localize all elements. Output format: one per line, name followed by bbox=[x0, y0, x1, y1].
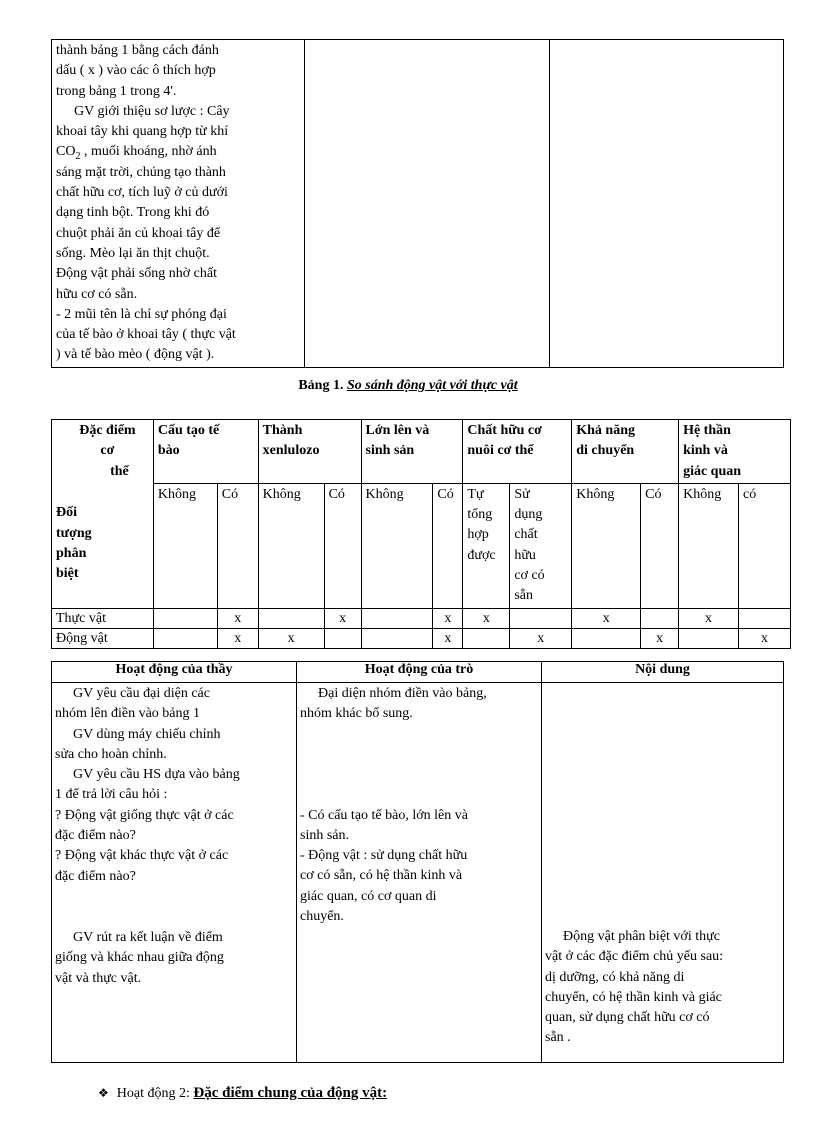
top-table-col3 bbox=[550, 40, 784, 368]
mark-cell bbox=[739, 608, 791, 628]
text-line: $CO_2$ , muối khoáng, nhờ ánh bbox=[56, 144, 217, 163]
text-line: ? Động vật khác thực vật ở các bbox=[55, 848, 229, 864]
activity2-title: Đặc điểm chung của động vật: bbox=[193, 1085, 388, 1101]
text-line: thành bảng 1 bằng cách đánh bbox=[56, 43, 219, 58]
text-line: ? Động vật giống thực vật ở các bbox=[55, 807, 234, 823]
mark-cell: x bbox=[433, 608, 463, 628]
text-line: trong bảng 1 trong 4'. bbox=[56, 83, 177, 99]
corner-line: cơ bbox=[100, 443, 115, 459]
table1-title bbox=[0, 378, 816, 394]
subheader-co: Có bbox=[324, 483, 361, 608]
text-line: Động vật phải sống nhờ chất bbox=[56, 266, 217, 282]
subheader-self-synthesize: Tự tổng hợp được bbox=[463, 483, 510, 608]
mark-cell bbox=[510, 608, 572, 628]
group-header-cell-structure: Cấu tạo tế bào bbox=[153, 420, 258, 484]
text-line: GV yêu cầu HS dựa vào bảng bbox=[73, 767, 240, 783]
subheader-khong: Không bbox=[679, 483, 739, 608]
mark-cell: x bbox=[572, 608, 641, 628]
text-line: Động vật phân biệt với thực bbox=[563, 929, 720, 944]
mark-cell bbox=[641, 608, 679, 628]
subheader-co: Có bbox=[433, 483, 463, 608]
row-label: Thực vật bbox=[52, 608, 154, 628]
mark-cell: x bbox=[679, 608, 739, 628]
top-table-col2 bbox=[305, 40, 550, 368]
text-line: hữu cơ có sẵn. bbox=[56, 286, 138, 302]
corner-header-bottom: Đối tượng phân biệt bbox=[52, 483, 154, 608]
text-line: dị dưỡng, có khả năng di bbox=[545, 969, 685, 985]
spacer bbox=[545, 684, 780, 927]
text-line: vật và thực vật. bbox=[55, 970, 142, 986]
activity2-label: Hoạt động 2: bbox=[116, 1086, 194, 1101]
text-line: GV giới thiệu sơ lược : Cây bbox=[74, 103, 230, 119]
mark-cell: x bbox=[324, 608, 361, 628]
table-row bbox=[52, 628, 791, 648]
mark-cell bbox=[153, 608, 217, 628]
text-line: nhóm khác bổ sung. bbox=[300, 706, 413, 722]
corner-line: Đặc điểm bbox=[79, 423, 136, 438]
group-header-cell-wall: Thành xenlulozo bbox=[258, 420, 361, 484]
text-line: chuyển. bbox=[300, 909, 344, 925]
text-line: giống và khác nhau giữa động bbox=[55, 950, 224, 966]
text-line: sẵn . bbox=[545, 1030, 571, 1046]
mark-cell bbox=[324, 628, 361, 648]
group-header-growth: Lớn lên và sinh sản bbox=[361, 420, 463, 484]
subheader-khong: Không bbox=[361, 483, 433, 608]
table1-label: Bảng 1. bbox=[298, 378, 347, 393]
subheader-use-organic: Sử dụng chất hữu cơ có sẵn bbox=[510, 483, 572, 608]
mark-cell: x bbox=[463, 608, 510, 628]
header-teacher: Hoạt động của thầy bbox=[52, 662, 297, 683]
text-line: Đại diện nhóm điền vào bảng, bbox=[318, 686, 487, 701]
table1-caption: So sánh động vật với thực vật bbox=[346, 378, 518, 393]
text-line: đặc điểm nào? bbox=[55, 828, 136, 844]
text-line: khoai tây khi quang hợp từ khí bbox=[56, 124, 229, 140]
text-line: chất hữu cơ, tích luỹ ở củ dưới bbox=[56, 185, 228, 201]
text-line: GV rút ra kết luận về điểm bbox=[73, 929, 223, 945]
text-line: sống. Mèo lại ăn thịt chuột. bbox=[56, 245, 210, 261]
mark-cell bbox=[463, 628, 510, 648]
spacer bbox=[300, 725, 538, 806]
group-header-organic-matter: Chất hữu cơ nuôi cơ thể bbox=[463, 420, 572, 484]
text-line: đặc điểm nào? bbox=[55, 868, 136, 884]
text-line: cơ có sẵn, có hệ thần kinh và bbox=[300, 868, 463, 884]
teacher-column bbox=[52, 683, 297, 1063]
text-line: dấu ( x ) vào các ô thích hợp bbox=[56, 63, 216, 79]
mark-cell bbox=[679, 628, 739, 648]
subheader-khong: Không bbox=[258, 483, 324, 608]
mark-cell bbox=[153, 628, 217, 648]
mark-cell: x bbox=[217, 628, 258, 648]
table-row bbox=[52, 608, 791, 628]
text-line: GV dùng máy chiếu chỉnh bbox=[73, 726, 221, 742]
top-table-col1 bbox=[52, 40, 305, 368]
mark-cell bbox=[258, 608, 324, 628]
subheader-khong: Không bbox=[572, 483, 641, 608]
group-header-mobility: Khả năng di chuyển bbox=[572, 420, 679, 484]
activity2-heading bbox=[98, 1085, 387, 1102]
mark-cell: x bbox=[258, 628, 324, 648]
mark-cell: x bbox=[510, 628, 572, 648]
row-label: Động vật bbox=[52, 628, 154, 648]
mark-cell: x bbox=[641, 628, 679, 648]
spacer bbox=[55, 887, 293, 928]
header-student: Hoạt động của trò bbox=[297, 662, 542, 683]
corner-line: thể bbox=[110, 463, 129, 479]
text-line: - 2 mũi tên là chỉ sự phóng đại bbox=[56, 306, 227, 322]
text-line: - Động vật : sử dụng chất hữu bbox=[300, 848, 468, 864]
group-header-nervous-system: Hệ thần kinh và giác quan bbox=[679, 420, 791, 484]
mark-cell bbox=[361, 628, 433, 648]
header-content: Nội dung bbox=[542, 662, 784, 683]
text-line: sinh sản. bbox=[300, 827, 349, 843]
text-line: vật ở các đặc điểm chủ yếu sau: bbox=[545, 949, 724, 965]
mark-cell bbox=[361, 608, 433, 628]
text-line: nhóm lên điền vào bảng 1 bbox=[55, 706, 201, 722]
mark-cell bbox=[572, 628, 641, 648]
comparison-table bbox=[51, 419, 791, 649]
activity-table bbox=[51, 661, 784, 1063]
text-line: của tế bào ở khoai tây ( thực vật bbox=[56, 327, 236, 343]
subheader-co: Có bbox=[217, 483, 258, 608]
text-line: chuột phải ăn củ khoai tây để bbox=[56, 225, 221, 241]
text-line: giác quan, có cơ quan di bbox=[300, 888, 437, 904]
subheader-co: có bbox=[739, 483, 791, 608]
corner-header-top bbox=[52, 420, 154, 484]
text-line: chuyển, có hệ thần kinh và giác bbox=[545, 989, 722, 1005]
content-column bbox=[542, 683, 784, 1063]
text-line: sửa cho hoàn chỉnh. bbox=[55, 746, 167, 762]
text-line: sáng mặt trời, chúng tạo thành bbox=[56, 164, 226, 180]
mark-cell: x bbox=[217, 608, 258, 628]
top-table bbox=[51, 39, 784, 368]
mark-cell: x bbox=[739, 628, 791, 648]
text-line: - Có cấu tạo tế bào, lớn lên và bbox=[300, 807, 468, 823]
text-line: ) và tế bào mèo ( động vật ). bbox=[56, 347, 215, 363]
text-line: dạng tinh bột. Trong khi đó bbox=[56, 205, 210, 221]
text-line: 1 để trả lời câu hỏi : bbox=[55, 787, 168, 803]
subheader-co: Có bbox=[641, 483, 679, 608]
subheader-khong: Không bbox=[153, 483, 217, 608]
student-column bbox=[297, 683, 542, 1063]
mark-cell: x bbox=[433, 628, 463, 648]
text-line: GV yêu cầu đại diện các bbox=[73, 686, 210, 701]
bullet-icon: ❖ bbox=[98, 1086, 109, 1100]
text-line: quan, sử dụng chất hữu cơ có bbox=[545, 1010, 710, 1026]
